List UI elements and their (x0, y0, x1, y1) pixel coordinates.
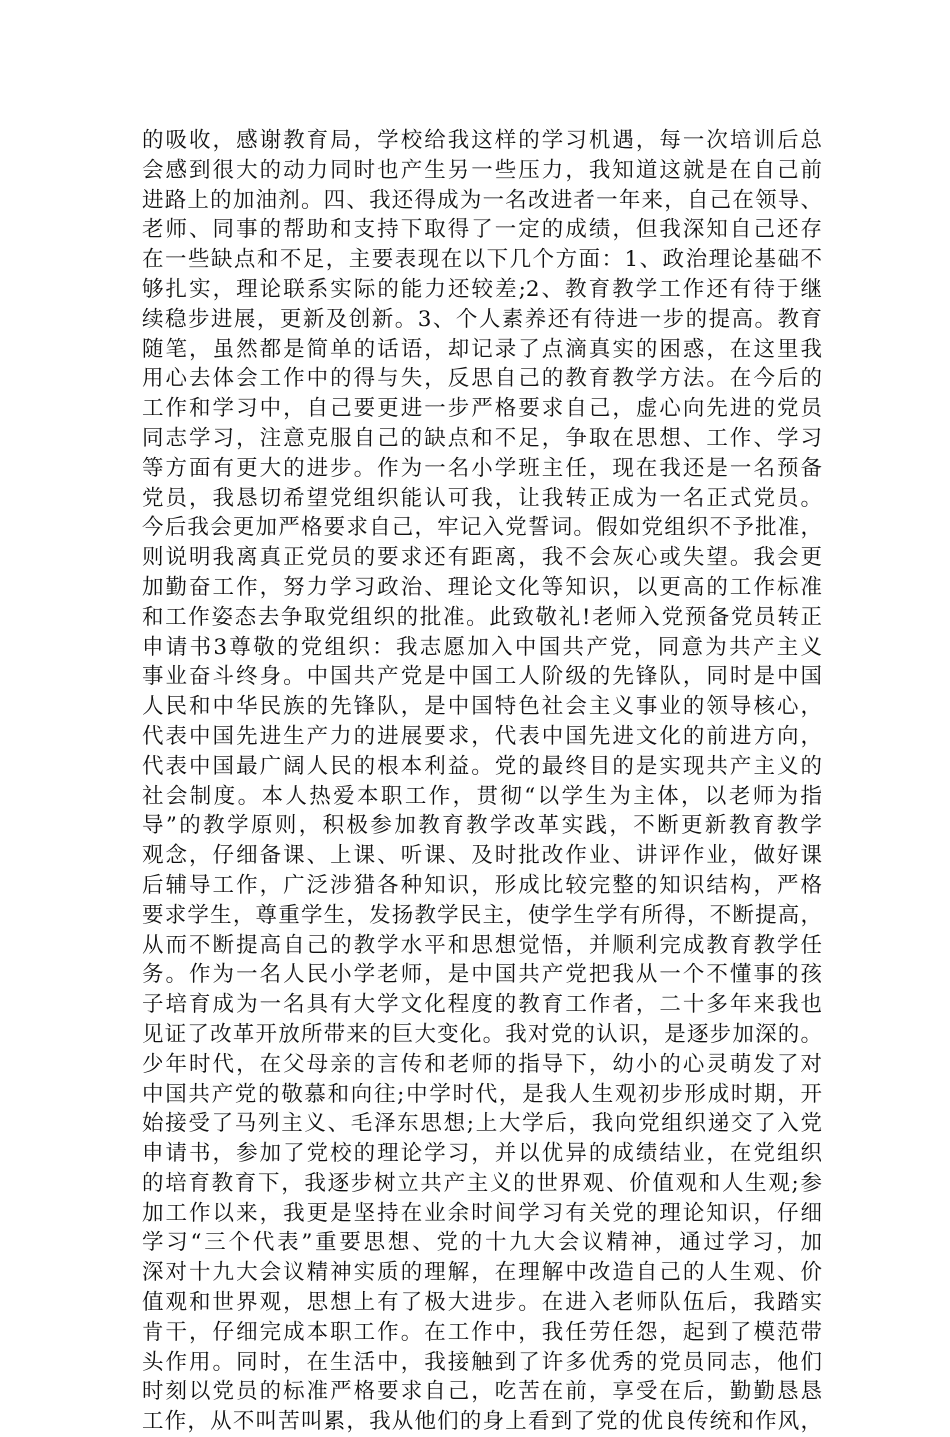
text-line: 社会制度。本人热爱本职工作，贯彻“以学生为主体，以老师为指 (142, 783, 822, 809)
text-line: 申请书，参加了党校的理论学习，并以优异的成绩结业，在党组织 (142, 1141, 822, 1167)
text-line: 等方面有更大的进步。作为一名小学班主任，现在我还是一名预备 (142, 455, 822, 481)
text-line: 始接受了马列主义、毛泽东思想;上大学后，我向党组织递交了入党 (142, 1111, 822, 1137)
text-line: 党员，我恳切希望党组织能认可我，让我转正成为一名正式党员。 (142, 485, 822, 511)
text-line: 老师、同事的帮助和支持下取得了一定的成绩，但我深知自己还存 (142, 217, 822, 243)
text-line: 要求学生，尊重学生，发扬教学民主，使学生学有所得，不断提高， (142, 902, 822, 928)
body-text (142, 126, 822, 1437)
text-line: 中国共产党的敬慕和向往;中学时代，是我人生观初步形成时期，开 (142, 1081, 822, 1107)
text-line: 从而不断提高自己的教学水平和思想觉悟，并顺利完成教育教学任 (142, 932, 822, 958)
text-line: 肯干，仔细完成本职工作。在工作中，我任劳任怨，起到了模范带 (142, 1319, 822, 1345)
text-line: 代表中国最广阔人民的根本利益。党的最终目的是实现共产主义的 (142, 753, 822, 779)
text-line: 今后我会更加严格要求自己，牢记入党誓词。假如党组织不予批准， (142, 515, 822, 541)
text-line: 观念，仔细备课、上课、听课、及时批改作业、讲评作业，做好课 (142, 843, 822, 869)
text-line: 加勤奋工作，努力学习政治、理论文化等知识，以更高的工作标准 (142, 574, 822, 600)
text-line: 用心去体会工作中的得与失，反思自己的教育教学方法。在今后的 (142, 366, 822, 392)
text-line: 则说明我离真正党员的要求还有距离，我不会灰心或失望。我会更 (142, 545, 822, 571)
text-line: 头作用。同时，在生活中，我接触到了许多优秀的党员同志，他们 (142, 1349, 822, 1375)
text-line: 导”的教学原则，积极参加教育教学改革实践，不断更新教育教学 (142, 813, 822, 839)
text-line: 随笔，虽然都是简单的话语，却记录了点滴真实的困惑，在这里我 (142, 336, 822, 362)
text-line: 会感到很大的动力同时也产生另一些压力，我知道这就是在自己前 (142, 157, 822, 183)
text-line: 申请书3尊敬的党组织：我志愿加入中国共产党，同意为共产主义 (142, 634, 822, 660)
text-line: 工作，从不叫苦叫累，我从他们的身上看到了党的优良传统和作风， (142, 1409, 822, 1435)
text-line: 续稳步进展，更新及创新。3、个人素养还有待进一步的提高。教育 (142, 306, 822, 332)
text-line: 务。作为一名人民小学老师，是中国共产党把我从一个不懂事的孩 (142, 962, 822, 988)
text-line: 少年时代，在父母亲的言传和老师的指导下，幼小的心灵萌发了对 (142, 1051, 822, 1077)
text-line: 子培育成为一名具有大学文化程度的教育工作者，二十多年来我也 (142, 992, 822, 1018)
text-line: 深对十九大会议精神实质的理解，在理解中改造自己的人生观、价 (142, 1260, 822, 1286)
text-line: 加工作以来，我更是坚持在业余时间学习有关党的理论知识，仔细 (142, 1200, 822, 1226)
text-line: 后辅导工作，广泛涉猎各种知识，形成比较完整的知识结构，严格 (142, 872, 822, 898)
text-line: 时刻以党员的标准严格要求自己，吃苦在前，享受在后，勤勤恳恳 (142, 1379, 822, 1405)
text-line: 的吸收，感谢教育局，学校给我这样的学习机遇，每一次培训后总 (142, 128, 822, 153)
text-line: 事业奋斗终身。中国共产党是中国工人阶级的先锋队，同时是中国 (142, 664, 822, 690)
text-line: 的培育教育下，我逐步树立共产主义的世界观、价值观和人生观;参 (142, 1170, 822, 1196)
text-line: 学习“三个代表”重要思想、党的十九大会议精神，通过学习，加 (142, 1230, 822, 1256)
text-line: 代表中国先进生产力的进展要求，代表中国先进文化的前进方向， (142, 723, 822, 749)
text-line: 进路上的加油剂。四、我还得成为一名改进者一年来，自己在领导、 (142, 187, 822, 213)
text-line: 在一些缺点和不足，主要表现在以下几个方面：1、政治理论基础不 (142, 247, 822, 273)
text-line: 同志学习，注意克服自己的缺点和不足，争取在思想、工作、学习 (142, 425, 822, 451)
text-line: 够扎实，理论联系实际的能力还较差;2、教育教学工作还有待于继 (142, 276, 822, 302)
text-line: 人民和中华民族的先锋队，是中国特色社会主义事业的领导核心， (142, 694, 822, 720)
text-line: 和工作姿态去争取党组织的批准。此致敬礼!老师入党预备党员转正 (142, 604, 822, 630)
text-line: 工作和学习中，自己要更进一步严格要求自己，虚心向先进的党员 (142, 396, 822, 422)
text-line: 值观和世界观，思想上有了极大进步。在进入老师队伍后，我踏实 (142, 1290, 822, 1316)
text-line: 见证了改革开放所带来的巨大变化。我对党的认识，是逐步加深的。 (142, 1021, 822, 1047)
